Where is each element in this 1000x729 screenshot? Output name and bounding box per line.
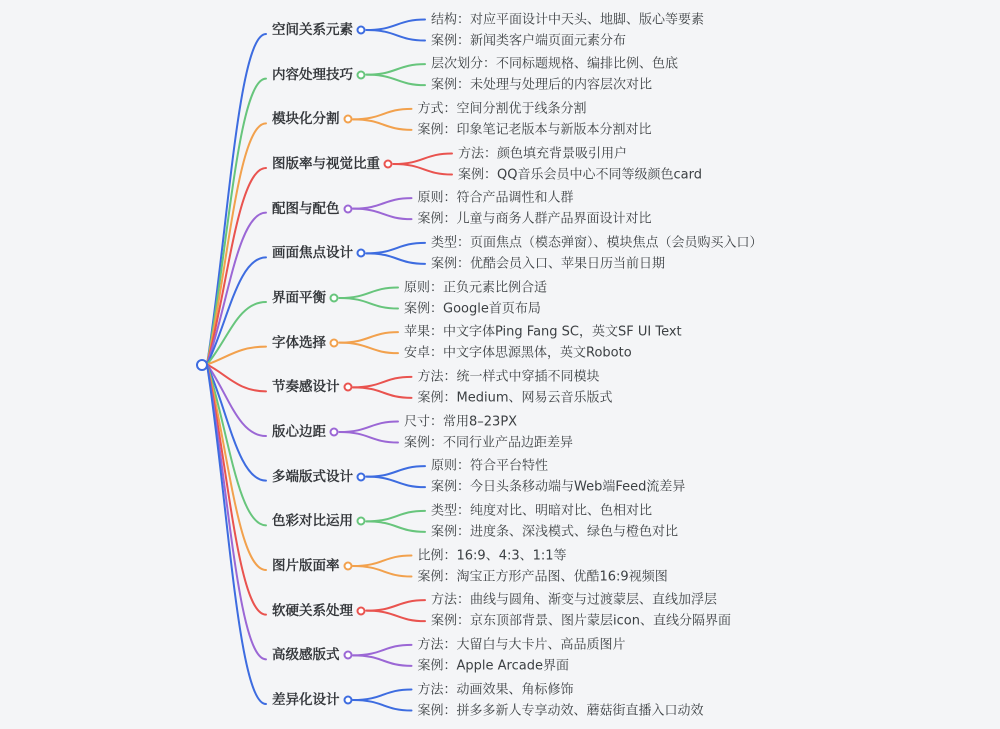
child-node-label[interactable]: 案例：Apple Arcade界面 (417, 658, 569, 674)
branch-node-dot[interactable] (357, 26, 366, 35)
branch-node-dot[interactable] (343, 383, 352, 392)
child-curve (353, 109, 412, 120)
child-node-label[interactable]: 案例：不同行业产品边距差异 (404, 435, 574, 450)
child-curve (367, 600, 426, 611)
child-curve (367, 521, 426, 532)
branch-topic-label[interactable]: 模块化分割 (272, 111, 340, 128)
branch-topic-label[interactable]: 软硬关系处理 (272, 602, 353, 619)
branch-node-dot[interactable] (384, 160, 393, 169)
child-node-label[interactable]: 结构：对应平面设计中天头、地脚、版心等要素 (431, 12, 705, 27)
child-node-label[interactable]: 方法：动画效果、角标修饰 (417, 682, 574, 697)
branch-node-dot[interactable] (330, 428, 339, 437)
branch-topic-label[interactable]: 图版率与视觉比重 (272, 156, 380, 172)
branch-topic-label[interactable]: 字体选择 (272, 334, 326, 351)
child-node-label[interactable]: 案例：Medium、网易云音乐版式 (417, 390, 613, 406)
child-curve (367, 466, 426, 477)
child-curve (340, 332, 399, 343)
child-node-label[interactable]: 方法：大留白与大卡片、高品质图片 (417, 637, 626, 653)
child-node-label[interactable]: 类型：页面焦点（模态弹窗）、模块焦点（会员购买入口） (431, 235, 763, 251)
child-node-label[interactable]: 案例：优酷会员入口、苹果日历当前日期 (431, 256, 666, 272)
branch-node-dot[interactable] (357, 472, 366, 481)
child-node-label[interactable]: 层次划分：不同标题规格、编排比例、色底 (431, 56, 679, 72)
child-curve (353, 209, 412, 220)
child-node-label[interactable]: 案例：儿童与商务人群产品界面设计对比 (417, 211, 652, 227)
child-curve (353, 556, 412, 567)
child-node-label[interactable]: 案例：未处理与处理后的内容层次对比 (431, 77, 653, 93)
child-curve (367, 253, 426, 264)
child-curve (353, 645, 412, 656)
child-curve (340, 298, 399, 309)
child-curve (340, 343, 399, 354)
branch-node-dot[interactable] (330, 294, 339, 303)
branch-topic-label[interactable]: 节奏感设计 (272, 379, 340, 396)
branch-node-dot[interactable] (343, 562, 352, 571)
child-curve (394, 164, 453, 175)
child-node-label[interactable]: 案例：印象笔记老版本与新版本分割对比 (417, 122, 652, 138)
branch-topic-label[interactable]: 图片版面率 (272, 558, 340, 574)
child-curve (353, 690, 412, 701)
branch-curve (207, 347, 266, 365)
branch-topic-label[interactable]: 色彩对比运用 (272, 513, 353, 530)
child-curve (367, 64, 426, 75)
child-node-label[interactable]: 安卓：中文字体思源黑体，英文Roboto (404, 345, 632, 361)
child-node-label[interactable]: 尺寸：常用8–23PX (404, 414, 518, 429)
child-node-label[interactable]: 案例：拼多多新人专享动效、蘑菇街直播入口动效 (417, 703, 704, 718)
branch-topic-label[interactable]: 配图与配色 (272, 200, 340, 217)
branch-node-dot[interactable] (343, 204, 352, 213)
child-node-label[interactable]: 类型：纯度对比、明暗对比、色相对比 (431, 503, 653, 519)
branch-topic-label[interactable]: 版心边距 (272, 424, 326, 440)
child-curve (367, 477, 426, 488)
child-node-label[interactable]: 方法：颜色填充背景吸引用户 (458, 146, 628, 161)
branch-node-dot[interactable] (330, 338, 339, 347)
child-curve (340, 422, 399, 433)
child-curve (367, 30, 426, 41)
branch-topic-label[interactable]: 界面平衡 (272, 290, 326, 306)
child-curve (367, 243, 426, 254)
root-node[interactable] (196, 359, 208, 371)
child-node-label[interactable]: 案例：京东顶部背景、图片蒙层icon、直线分隔界面 (431, 613, 731, 629)
child-curve (353, 387, 412, 398)
child-node-label[interactable]: 案例：淘宝正方形产品图、优酷16:9视频图 (417, 569, 668, 584)
child-node-label[interactable]: 苹果：中文字体Ping Fang SC，英文SF UI Text (404, 324, 682, 340)
child-node-label[interactable]: 案例：Google首页布局 (404, 301, 541, 316)
child-curve (353, 655, 412, 666)
branch-topic-label[interactable]: 空间关系元素 (272, 22, 353, 38)
child-node-label[interactable]: 案例：新闻类客户端页面元素分布 (431, 33, 627, 48)
child-node-label[interactable]: 案例：今日头条移动端与Web端Feed流差异 (431, 479, 686, 495)
branch-topic-label[interactable]: 高级感版式 (272, 647, 340, 664)
branch-node-dot[interactable] (357, 517, 366, 526)
branch-topic-label[interactable]: 多端版式设计 (272, 468, 353, 485)
branch-node-dot[interactable] (343, 651, 352, 660)
branch-node-dot[interactable] (357, 249, 366, 258)
child-node-label[interactable]: 案例：进度条、深浅模式、绿色与橙色对比 (431, 524, 679, 540)
branch-node-dot[interactable] (357, 606, 366, 615)
child-curve (367, 611, 426, 622)
child-node-label[interactable]: 方法：曲线与圆角、渐变与过渡蒙层、直线加浮层 (431, 592, 718, 608)
branch-node-dot[interactable] (343, 696, 352, 705)
child-curve (340, 288, 399, 299)
child-curve (353, 566, 412, 577)
branch-node-dot[interactable] (357, 70, 366, 79)
child-node-label[interactable]: 案例：QQ音乐会员中心不同等级颜色card (458, 167, 702, 182)
branch-node-dot[interactable] (343, 115, 352, 124)
child-curve (367, 75, 426, 86)
child-node-label[interactable]: 方法：统一样式中穿插不同模块 (417, 369, 600, 385)
child-curve (353, 700, 412, 711)
branch-topic-label[interactable]: 内容处理技巧 (272, 66, 353, 83)
child-curve (353, 119, 412, 129)
child-curve (340, 432, 399, 443)
child-curve (367, 20, 426, 31)
child-node-label[interactable]: 原则：符合产品调性和人群 (417, 190, 574, 206)
branch-topic-label[interactable]: 画面焦点设计 (272, 245, 353, 262)
child-node-label[interactable]: 方式：空间分割优于线条分割 (417, 101, 587, 117)
child-curve (394, 154, 453, 165)
child-node-label[interactable]: 原则：正负元素比例合适 (404, 280, 548, 295)
child-curve (353, 198, 412, 209)
child-curve (367, 511, 426, 521)
child-curve (353, 377, 412, 388)
child-node-label[interactable]: 原则：符合平台特性 (431, 458, 549, 474)
branch-topic-label[interactable]: 差异化设计 (272, 692, 340, 708)
child-node-label[interactable]: 比例：16:9、4:3、1:1等 (417, 548, 567, 563)
